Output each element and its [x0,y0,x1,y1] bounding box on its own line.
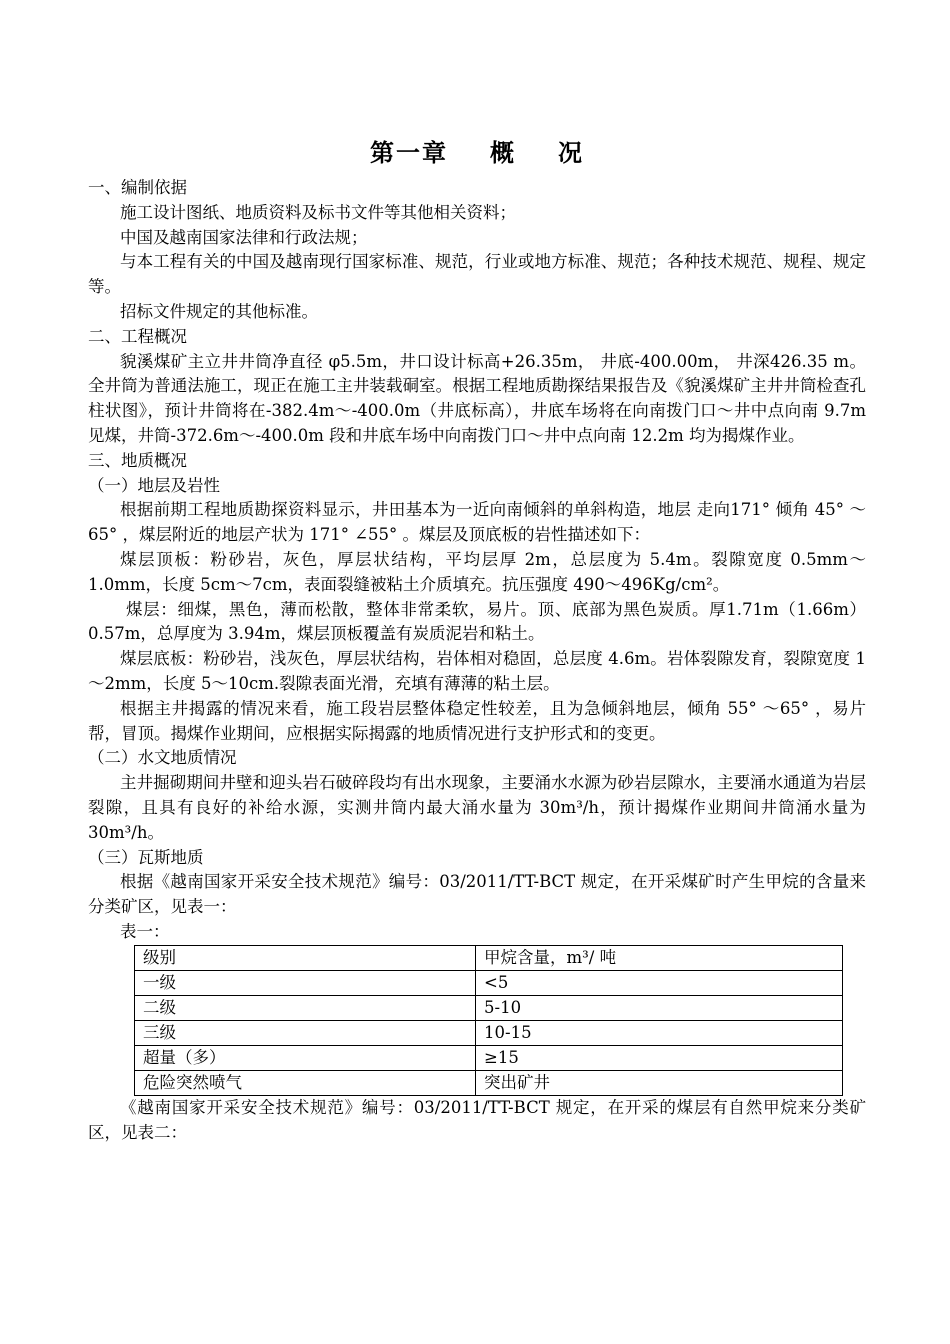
table-caption: 表一： [120,921,170,941]
document-page [88,136,866,1145]
paragraph: 《越南国家开采安全技术规范》编号：03/2011/TT-BCT 规定，在开采的煤层有自然甲烷来分类矿区，见表二： [88,1097,866,1142]
chapter-title-word1: 概 [490,138,516,167]
table-cell: 二级 [135,995,476,1020]
table-header-cell: 级别 [135,945,476,970]
table-cell: 一级 [135,970,476,995]
subsection-heading: （三）瓦斯地质 [88,847,204,867]
table-cell: ≥15 [476,1045,843,1070]
table-cell: 超量（多） [135,1045,476,1070]
chapter-title-number: 第一章 [370,138,448,167]
paragraph: 中国及越南国家法律和行政法规； [120,227,368,247]
section-heading: 二、工程概况 [88,326,187,346]
section-heading: 一、编制依据 [88,178,187,197]
table-cell: 10-15 [476,1020,843,1045]
paragraph: 根据前期工程地质勘探资料显示，井田基本为一近向南倾斜的单斜构造，地层 走向171° 倾角 45° ～65° ，煤层附近的地层产状为 171° ∠55° 。煤层及顶底板的岩性描述如下： [88,500,866,545]
paragraph: 主井掘砌期间井壁和迎头岩石破碎段均有出水现象，主要涌水水源为砂岩层隙水，主要涌水通道为岩层裂隙，且具有良好的补给水源，实测井筒内最大涌水量为 30m³/h，预计揭煤作业期间井筒涌水量为 30m³/h。 [88,773,866,842]
table-cell: 5-10 [476,995,843,1020]
table-header-cell: 甲烷含量，m³/ 吨 [476,945,843,970]
paragraph: 煤层：细煤，黑色，薄而松散，整体非常柔软，易片。顶、底部为黑色炭质。厚1.71m（1.66m）0.57m，总厚度为 3.94m，煤层顶板覆盖有炭质泥岩和粘土。 [88,599,866,644]
table-cell: 三级 [135,1020,476,1045]
chapter-title [88,136,866,170]
table-row [135,1045,843,1070]
paragraph: 与本工程有关的中国及越南现行国家标准、规范，行业或地方标准、规范；各种技术规范、规程、规定等。 [88,252,866,297]
paragraph: 根据《越南国家开采安全技术规范》编号：03/2011/TT-BCT 规定，在开采煤矿时产生甲烷的含量来分类矿区，见表一： [88,872,866,917]
table-cell: 突出矿井 [476,1070,843,1095]
table-row [135,995,843,1020]
methane-classification-table [134,945,843,1096]
paragraph: 施工设计图纸、地质资料及标书文件等其他相关资料； [120,202,516,222]
paragraph: 煤层底板：粉砂岩，浅灰色，厚层状结构，岩体相对稳固，总层度 4.6m。岩体裂隙发育，裂隙宽度 1～2mm，长度 5～10cm.裂隙表面光滑，充填有薄薄的粘土层。 [88,649,866,693]
paragraph: 根据主井揭露的情况来看，施工段岩层整体稳定性较差，且为急倾斜地层，倾角 55° ～65° ，易片帮，冒顶。揭煤作业期间，应根据实际揭露的地质情况进行支护形式和的变更。 [88,698,866,743]
table-row [135,1020,843,1045]
table-header-row [135,945,843,970]
table-cell: 危险突然喷气 [135,1070,476,1095]
chapter-title-word2: 况 [558,138,584,167]
subsection-heading: （一）地层及岩性 [88,475,220,495]
table-cell: <5 [476,970,843,995]
subsection-heading: （二）水文地质情况 [88,748,237,768]
section-heading: 三、地质概况 [88,450,187,470]
paragraph: 煤层顶板：粉砂岩，灰色，厚层状结构，平均层厚 2m，总层度为 5.4m。裂隙宽度 0.5mm～1.0mm，长度 5cm～7cm，表面裂缝被粘土介质填充。抗压强度 490～496Kg/cm²。 [88,549,866,594]
table-row [135,970,843,995]
paragraph: 貌溪煤矿主立井井筒净直径 φ5.5m，井口设计标高+26.35m， 井底-400.00m， 井深426.35 m。全井筒为普通法施工，现正在施工主井装载硐室。根据工程地质勘探结果报告及《貌溪煤矿主井井筒检查孔柱状图》，预计井筒将在-382.4m～-400.0m（井底标高），井底车场将在向南拨门口～井中点向南 9.7m 见煤，井筒-372.6m～-400.0m 段和井底车场中向南拨门口～井中点向南 12.2m 均为揭煤作业。 [88,351,866,445]
paragraph: 招标文件规定的其他标准。 [120,301,318,321]
table-row [135,1070,843,1095]
